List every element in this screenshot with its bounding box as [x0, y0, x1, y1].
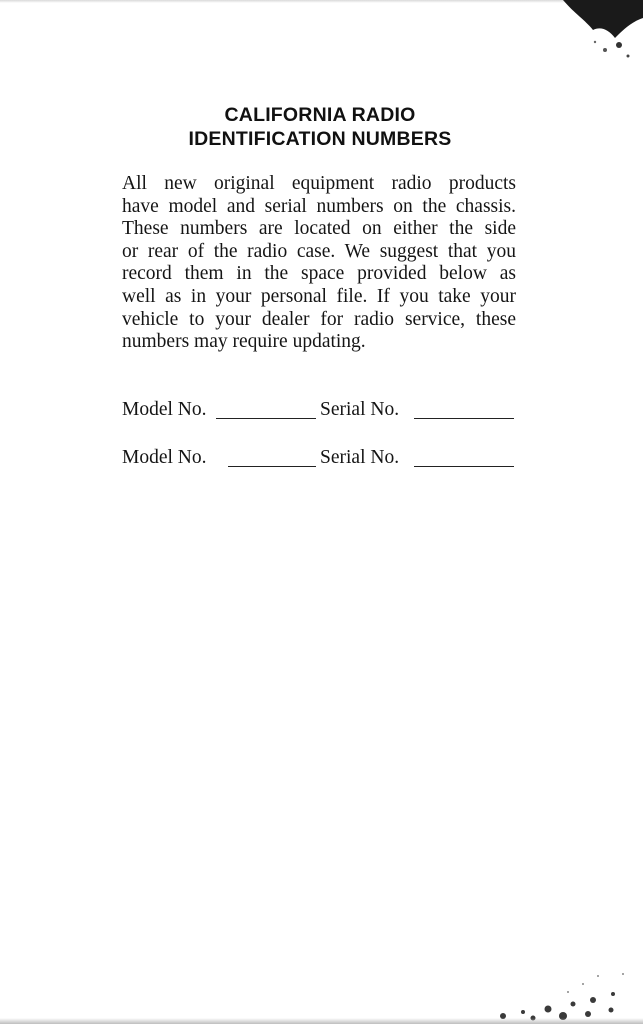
serial-number-blank	[414, 466, 514, 467]
body-line: numbers may require updating.	[122, 331, 366, 353]
title-line-2: IDENTIFICATION NUMBERS	[188, 128, 452, 150]
body-line: or rear of the radio case. We suggest that you	[122, 240, 516, 262]
scan-edge-bottom	[0, 1018, 643, 1024]
body-paragraph	[122, 173, 516, 354]
scan-smudge-bottom-right	[383, 904, 643, 1024]
body-line: All new original equipment radio products	[122, 173, 516, 194]
scan-smudge-top-right	[523, 0, 643, 70]
serial-number-label: Serial No.	[320, 447, 400, 468]
body-line: well as in your personal file. If you take your	[122, 285, 516, 307]
title-line-1: CALIFORNIA RADIO	[224, 104, 416, 126]
body-line: record them in the space provided below as	[122, 263, 516, 285]
body-line: have model and serial numbers on the chassis.	[122, 195, 516, 217]
page-title	[110, 103, 530, 151]
model-number-label: Model No.	[122, 399, 207, 420]
model-number-label: Model No.	[122, 447, 207, 468]
serial-number-blank	[414, 418, 514, 419]
body-line: These numbers are located on either the side	[122, 218, 516, 240]
model-number-blank	[216, 418, 316, 419]
body-line: vehicle to your dealer for radio service, these	[122, 308, 516, 330]
record-row	[122, 399, 522, 425]
model-number-blank	[228, 466, 316, 467]
serial-number-label: Serial No.	[320, 399, 400, 420]
record-row	[122, 447, 522, 473]
